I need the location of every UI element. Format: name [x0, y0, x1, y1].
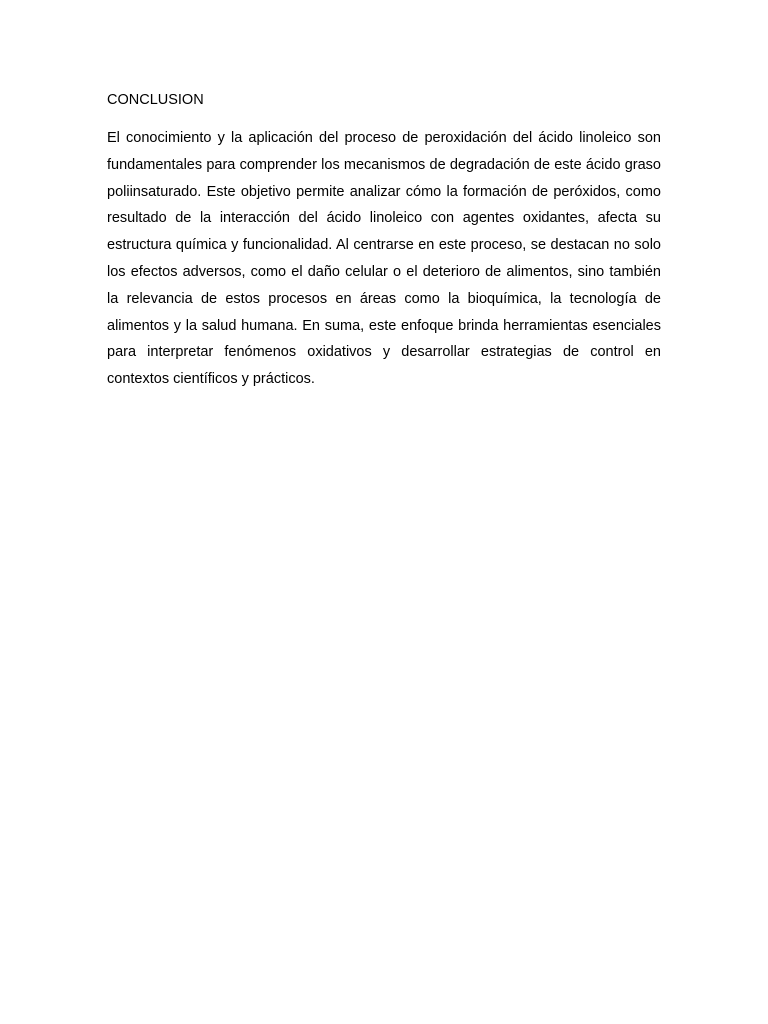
document-content — [107, 88, 661, 393]
conclusion-paragraph: El conocimiento y la aplicación del proceso de peroxidación del ácido linoleico son fundamentales para comprender los mecanismos de degradación de este ácido graso poliinsaturado. Este objetivo permite analizar cómo la formación de peróxidos, como resultado de la interacción del ácido linoleico con agentes oxidantes, afecta su estructura química y funcionalidad. Al centrarse en este proceso, se destacan no solo los efectos adversos, como el daño celular o el deterioro de alimentos, sino también la relevancia de estos procesos en áreas como la bioquímica, la tecnología de alimentos y la salud humana. En suma, este enfoque brinda herramientas esenciales para interpretar fenómenos oxidativos y desarrollar estrategias de control en contextos científicos y prácticos. — [107, 130, 661, 388]
section-heading: CONCLUSION — [107, 92, 204, 108]
